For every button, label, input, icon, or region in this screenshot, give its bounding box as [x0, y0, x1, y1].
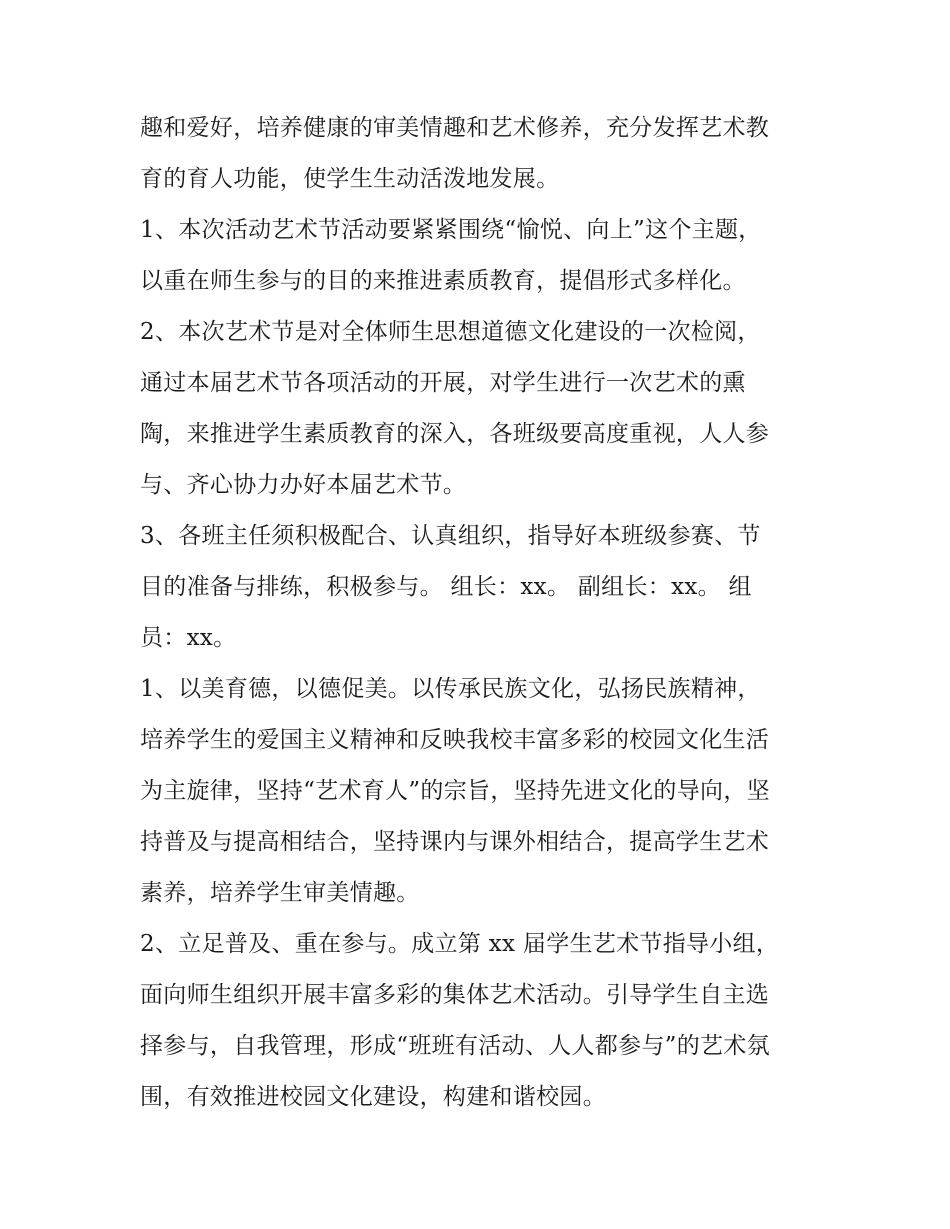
text-line: 育的育人功能，使学生生动活泼地发展。	[140, 166, 560, 192]
text-line: 1、以美育德，以德促美。以传承民族文化，弘扬民族精神，	[140, 676, 761, 702]
body-text	[140, 103, 830, 1123]
text-line: 目的准备与排练，积极参与。 组长：xx。 副组长：xx。 组	[140, 574, 752, 600]
text-line: 1、本次活动艺术节活动要紧紧围绕“愉悦、向上”这个主题，	[140, 217, 762, 243]
text-line: 培养学生的爱国主义精神和反映我校丰富多彩的校园文化生活	[140, 727, 770, 753]
text-line: 员：xx。	[140, 625, 237, 651]
text-line: 持普及与提高相结合，坚持课内与课外相结合，提高学生艺术	[140, 829, 770, 855]
text-line: 与、齐心协力办好本届艺术节。	[140, 472, 467, 498]
text-line: 为主旋律，坚持“艺术育人”的宗旨，坚持先进文化的导向，坚	[140, 778, 770, 804]
text-line: 以重在师生参与的目的来推进素质教育，提倡形式多样化。	[140, 268, 746, 294]
text-line: 2、本次艺术节是对全体师生思想道德文化建设的一次检阅，	[140, 319, 761, 345]
text-line: 趣和爱好，培养健康的审美情趣和艺术修养，充分发挥艺术教	[140, 115, 770, 141]
text-line: 陶，来推进学生素质教育的深入，各班级要高度重视，人人参	[140, 421, 770, 447]
text-line: 3、各班主任须积极配合、认真组织，指导好本班级参赛、节	[140, 523, 761, 549]
text-line: 通过本届艺术节各项活动的开展，对学生进行一次艺术的熏	[140, 370, 746, 396]
text-line: 围，有效推进校园文化建设，构建和谐校园。	[140, 1084, 606, 1110]
text-line: 面向师生组织开展丰富多彩的集体艺术活动。引导学生自主选	[140, 982, 770, 1008]
text-line: 择参与，自我管理，形成“班班有活动、人人都参与”的艺术氛	[140, 1033, 770, 1059]
text-line: 2、立足普及、重在参与。成立第 xx 届学生艺术节指导小组，	[140, 931, 780, 957]
text-line: 素养，培养学生审美情趣。	[140, 880, 420, 906]
